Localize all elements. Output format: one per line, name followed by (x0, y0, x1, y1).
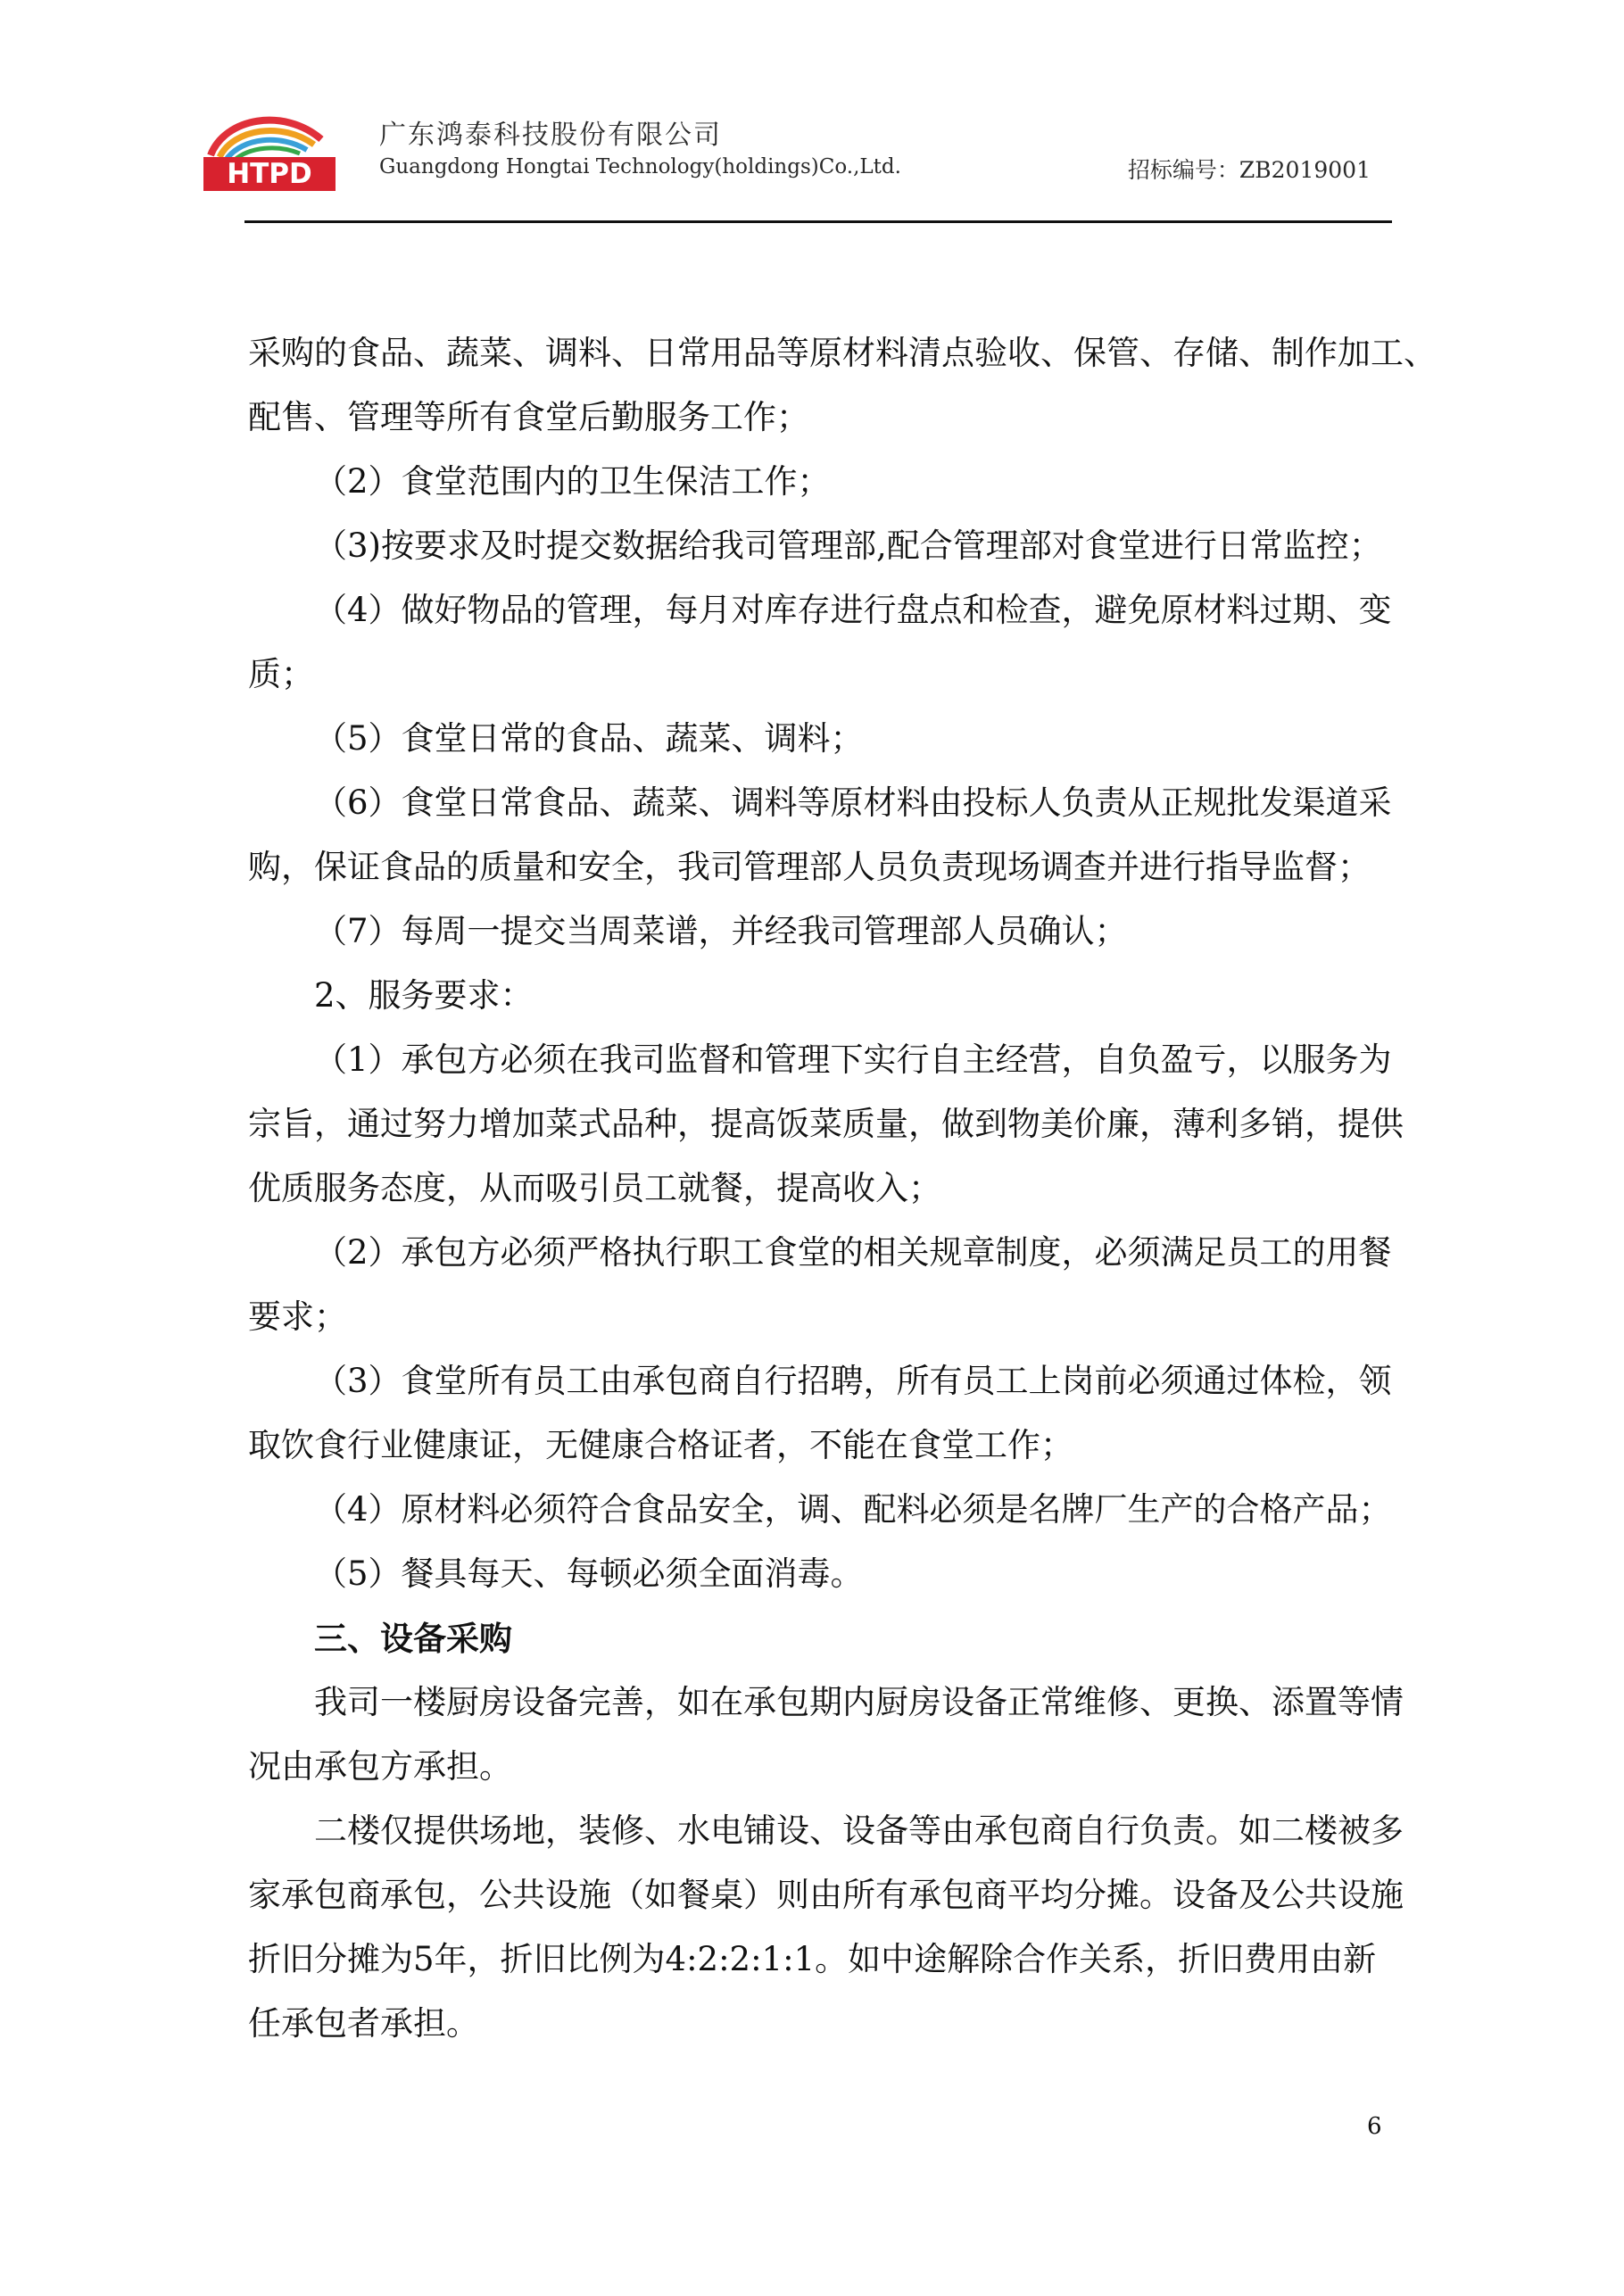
text-line: 宗旨，通过努力增加菜式品种，提高饭菜质量，做到物美价廉，薄利多销，提供 (248, 1105, 1404, 1143)
page-number: 6 (1367, 2113, 1382, 2140)
text-line: 采购的食品、蔬菜、调料、日常用品等原材料清点验收、保管、存储、制作加工、 (248, 334, 1437, 372)
text-line: 配售、管理等所有食堂后勤服务工作； (248, 398, 809, 436)
text-line: 我司一楼厨房设备完善，如在承包期内厨房设备正常维修、更换、添置等情 (314, 1683, 1404, 1721)
text-line: （3）食堂所有员工由承包商自行招聘，所有员工上岗前必须通过体检，领 (314, 1362, 1392, 1400)
text-line: 质； (248, 655, 314, 693)
text-line: 二楼仅提供场地，装修、水电铺设、设备等由承包商自行负责。如二楼被多 (314, 1811, 1404, 1850)
text-line: 要求； (248, 1297, 347, 1336)
text-line: （5）餐具每天、每顿必须全面消毒。 (314, 1554, 864, 1593)
text-line: 家承包商承包，公共设施（如餐桌）则由所有承包商平均分摊。设备及公共设施 (248, 1876, 1404, 1914)
text-line: （6）食堂日常食品、蔬菜、调料等原材料由投标人负责从正规批发渠道采 (314, 783, 1392, 822)
text-line: （5）食堂日常的食品、蔬菜、调料； (314, 719, 864, 758)
bid-number: 招标编号：ZB2019001 (1127, 157, 1371, 183)
text-line: 折旧分摊为5年，折旧比例为4:2:2:1:1。如中途解除合作关系，折旧费用由新 (248, 1940, 1377, 1978)
page-header (198, 105, 1392, 223)
text-line: （3)按要求及时提交数据给我司管理部,配合管理部对食堂进行日常监控； (314, 526, 1382, 565)
text-line: 优质服务态度，从而吸引员工就餐，提高收入； (248, 1169, 941, 1207)
company-name-cn: 广东鸿泰科技股份有限公司 (379, 120, 722, 151)
text-line: （4）原材料必须符合食品安全，调、配料必须是名牌厂生产的合格产品； (314, 1490, 1392, 1529)
company-name-en: Guangdong Hongtai Technology(holdings)Co.,Ltd. (379, 155, 901, 178)
subsection-heading: 2、服务要求： (314, 976, 534, 1015)
text-line: （2）承包方必须严格执行职工食堂的相关规章制度，必须满足员工的用餐 (314, 1233, 1392, 1272)
body-text (248, 321, 1437, 2056)
text-line: 取饮食行业健康证，无健康合格证者，不能在食堂工作； (248, 1426, 1073, 1464)
text-line: 任承包者承担。 (248, 2004, 479, 2043)
svg-text:HTPD: HTPD (227, 158, 312, 190)
text-line: 况由承包方承担。 (248, 1747, 512, 1786)
text-line: （1）承包方必须在我司监督和管理下实行自主经营，自负盈亏，以服务为 (314, 1040, 1392, 1079)
header-divider (244, 220, 1392, 223)
text-line: （2）食堂范围内的卫生保洁工作； (314, 462, 831, 501)
section-heading: 三、设备采购 (314, 1619, 512, 1658)
text-line: （7）每周一提交当周菜谱，并经我司管理部人员确认； (314, 912, 1128, 950)
text-line: （4）做好物品的管理，每月对库存进行盘点和检查，避免原材料过期、变 (314, 591, 1392, 629)
company-logo (198, 112, 339, 195)
text-line: 购，保证食品的质量和安全，我司管理部人员负责现场调查并进行指导监督； (248, 848, 1371, 886)
